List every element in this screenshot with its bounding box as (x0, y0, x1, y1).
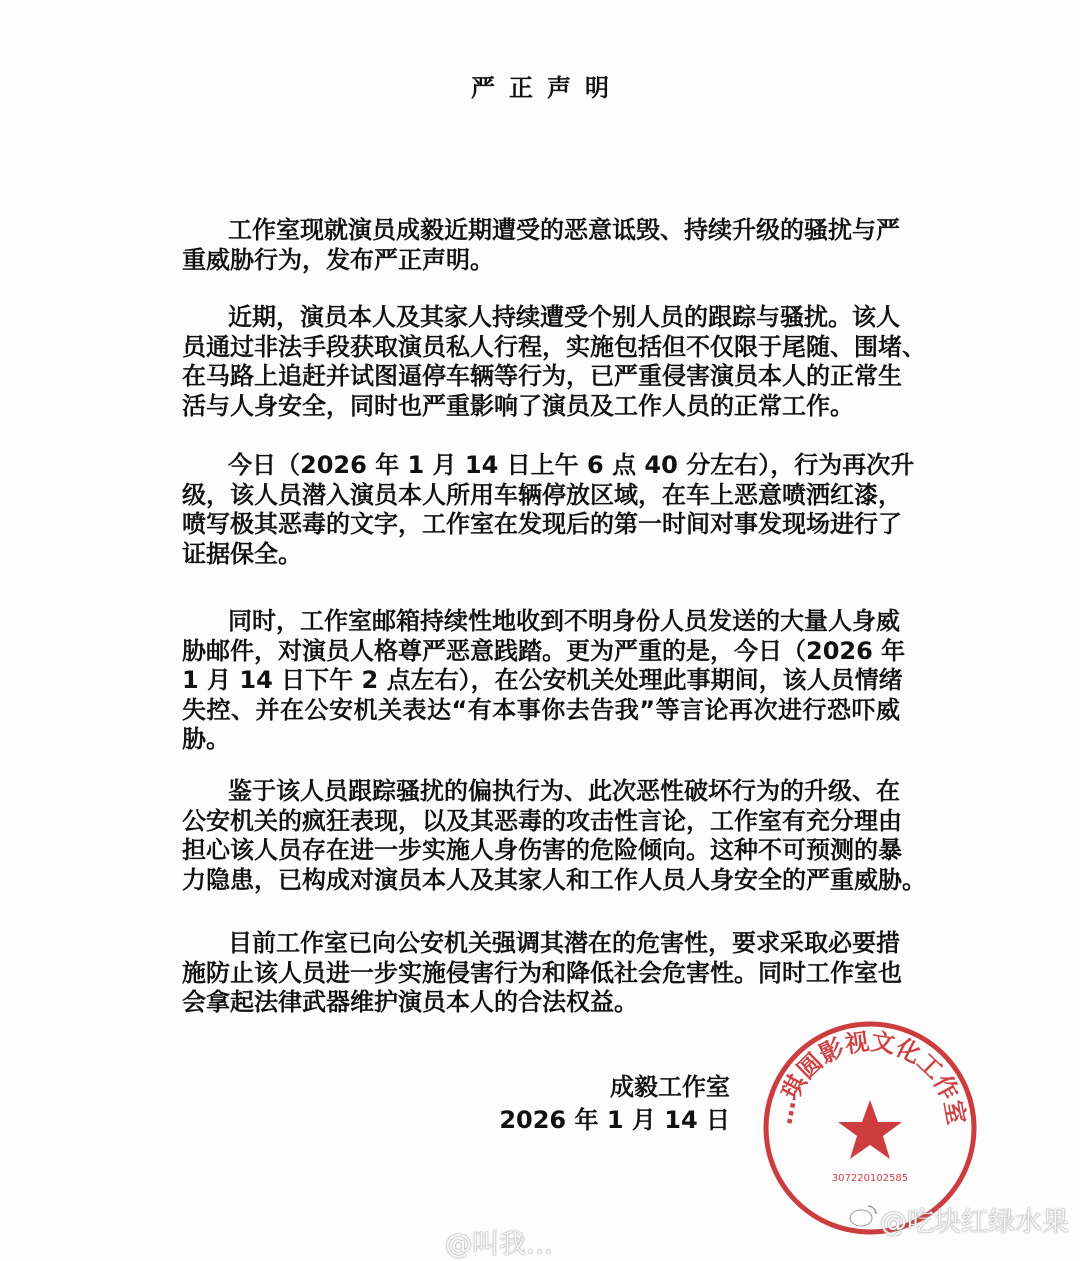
text-line: 近期，演员本人及其家人持续遭受个别人员的跟踪与骚扰。该人 (228, 303, 900, 331)
text-line: 胁邮件，对演员人格尊严恶意践踏。更为严重的是，今日（2026 年 (182, 636, 906, 665)
text-line: 公安机关的疯狂表现，以及其恶毒的攻击性言论，工作室有充分理由 (182, 806, 902, 835)
text-line: 证据保全。 (182, 539, 302, 568)
paragraph-1 (182, 216, 900, 275)
text-line: 1 月 14 日下午 2 点左右），在公安机关处理此事期间，该人员情绪 (182, 666, 903, 694)
text-line: 会拿起法律武器维护演员本人的合法权益。 (182, 988, 638, 1016)
document-title: 严正声明 (471, 74, 623, 102)
text-line: 喷写极其恶毒的文字，工作室在发现后的第一时间对事发现场进行了 (182, 510, 902, 538)
text-line: 同时，工作室邮箱持续性地收到不明身份人员发送的大量人身威 (228, 607, 900, 635)
star-icon (838, 1100, 902, 1159)
text-line: 失控、并在公安机关表达“有本事你去告我”等言论再次进行恐吓威 (182, 695, 900, 724)
text-line: 今日（2026 年 1 月 14 日上午 6 点 40 分左右），行为再次升 (228, 451, 915, 479)
paragraph-3 (182, 451, 915, 569)
text-line: 重威胁行为，发布严正声明。 (182, 245, 494, 274)
text-line: 级，该人员潜入演员本人所用车辆停放区域，在车上恶意喷洒红漆， (182, 480, 902, 509)
text-line: 工作室现就演员成毅近期遭受的恶意诋毁、持续升级的骚扰与严 (228, 216, 900, 244)
watermark: @吃块红绿水果 (880, 1207, 1069, 1238)
text-line: 活与人身安全，同时也严重影响了演员及工作人员的正常工作。 (182, 391, 854, 420)
paragraph-4 (182, 607, 906, 755)
weibo-logo-icon (848, 1202, 878, 1228)
text-line: 目前工作室已向公安机关强调其潜在的危害性，要求采取必要措 (228, 929, 900, 957)
text-line: 胁。 (182, 725, 230, 753)
paragraph-6 (182, 929, 900, 1018)
paragraph-2 (182, 303, 926, 421)
text-line: 担心该人员存在进一步实施人身伤害的危险倾向。这种不可预测的暴 (182, 836, 902, 864)
text-line: 施防止该人员进一步实施侵害行为和降低社会危害性。同时工作室也 (182, 958, 902, 987)
text-line: 鉴于该人员跟踪骚扰的偏执行为、此次恶性破坏行为的升级、在 (228, 777, 900, 805)
watermark: @叫我… (445, 1229, 553, 1260)
stamp-text: …琪圆影视文化工作室 (769, 1027, 971, 1127)
text-line: 员通过非法手段获取演员私人行程，实施包括但不仅限于尾随、围堵、 (182, 332, 926, 361)
text-line: 在马路上追赶并试图逼停车辆等行为，已严重侵害演员本人的正常生 (182, 362, 902, 390)
stamp-number: 307220102585 (831, 1173, 909, 1184)
signature-date: 2026 年 1 月 14 日 (499, 1106, 730, 1134)
signature: 成毅工作室 (610, 1073, 730, 1101)
text-line: 力隐患，已构成对演员本人及其家人和工作人员人身安全的严重威胁。 (182, 865, 926, 894)
paragraph-5 (182, 777, 926, 895)
